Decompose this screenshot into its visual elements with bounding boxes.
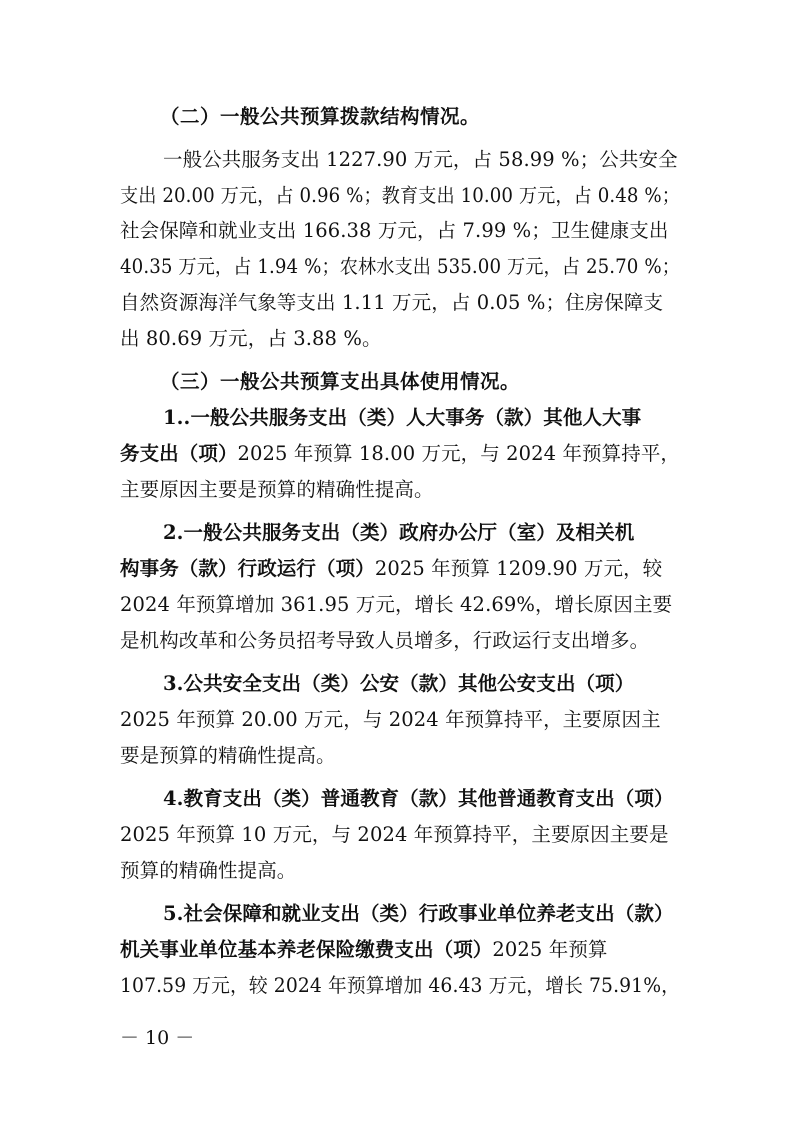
- item1-text-2: 2025 年预算 18.00 万元，与 2024 年预算持平，: [237, 442, 681, 465]
- item5-line-3: 107.59 万元，较 2024 年预算增加 46.43 万元，增长 75.91%，: [120, 974, 680, 997]
- section2-line-5: 自然资源海洋气象等支出 1.11 万元，占 0.05 %；住房保障支: [120, 291, 664, 314]
- section2-heading: （二）一般公共预算拨款结构情况。: [160, 105, 481, 128]
- item4-line-2: 2025 年预算 10 万元，与 2024 年预算持平，主要原因主要是: [120, 823, 669, 846]
- item5-line-2: [120, 938, 608, 962]
- item5-title-line-2: 机关事业单位基本养老保险缴费支出（项）: [120, 938, 493, 961]
- page-number: － 10 －: [120, 1027, 195, 1049]
- item5-text-2: 2025 年预算: [492, 938, 608, 961]
- item2-title-line-2: 构事务（款）行政运行（项）: [120, 557, 375, 580]
- item1-title-line-2: 务支出（项）: [120, 442, 238, 465]
- item2-line-4: 是机构改革和公务员招考导致人员增多，行政运行支出增多。: [120, 629, 650, 652]
- section2-line-2: 支出 20.00 万元，占 0.96 %；教育支出 10.00 万元，占 0.48 %；: [120, 184, 681, 207]
- item1-title-line-1: 1..一般公共服务支出（类）人大事务（款）其他人大事: [163, 406, 642, 429]
- item2-title-line-1: 2.一般公共服务支出（类）政府办公厅（室）及相关机: [163, 521, 635, 544]
- section2-line-3: 社会保障和就业支出 166.38 万元，占 7.99 %；卫生健康支出: [120, 219, 669, 242]
- section2-line-1: 一般公共服务支出 1227.90 万元，占 58.99 %；公共安全: [163, 148, 678, 171]
- item3-line-3: 要是预算的精确性提高。: [120, 744, 336, 767]
- section3-heading: （三）一般公共预算支出具体使用情况。: [160, 370, 521, 393]
- section2-line-4: 40.35 万元，占 1.94 %；农林水支出 535.00 万元，占 25.70 %；: [120, 255, 680, 278]
- item4-title-line-1: 4.教育支出（类）普通教育（款）其他普通教育支出（项）: [163, 787, 674, 810]
- item1-line-2: [120, 442, 680, 466]
- item2-line-3: 2024 年预算增加 361.95 万元，增长 42.69%，增长原因主要: [120, 593, 673, 616]
- item3-line-2: 2025 年预算 20.00 万元，与 2024 年预算持平，主要原因主: [120, 708, 661, 731]
- item2-text-2: 2025 年预算 1209.90 万元，较: [374, 557, 663, 580]
- item2-line-2: [120, 557, 662, 581]
- section2-line-6: 出 80.69 万元，占 3.88 %。: [120, 327, 382, 350]
- item4-line-3: 预算的精确性提高。: [120, 859, 297, 882]
- item3-title-line-1: 3.公共安全支出（类）公安（款）其他公安支出（项）: [163, 672, 635, 695]
- item1-line-3: 主要原因主要是预算的精确性提高。: [120, 478, 434, 501]
- item5-title-line-1: 5.社会保障和就业支出（类）行政事业单位养老支出（款）: [163, 902, 674, 925]
